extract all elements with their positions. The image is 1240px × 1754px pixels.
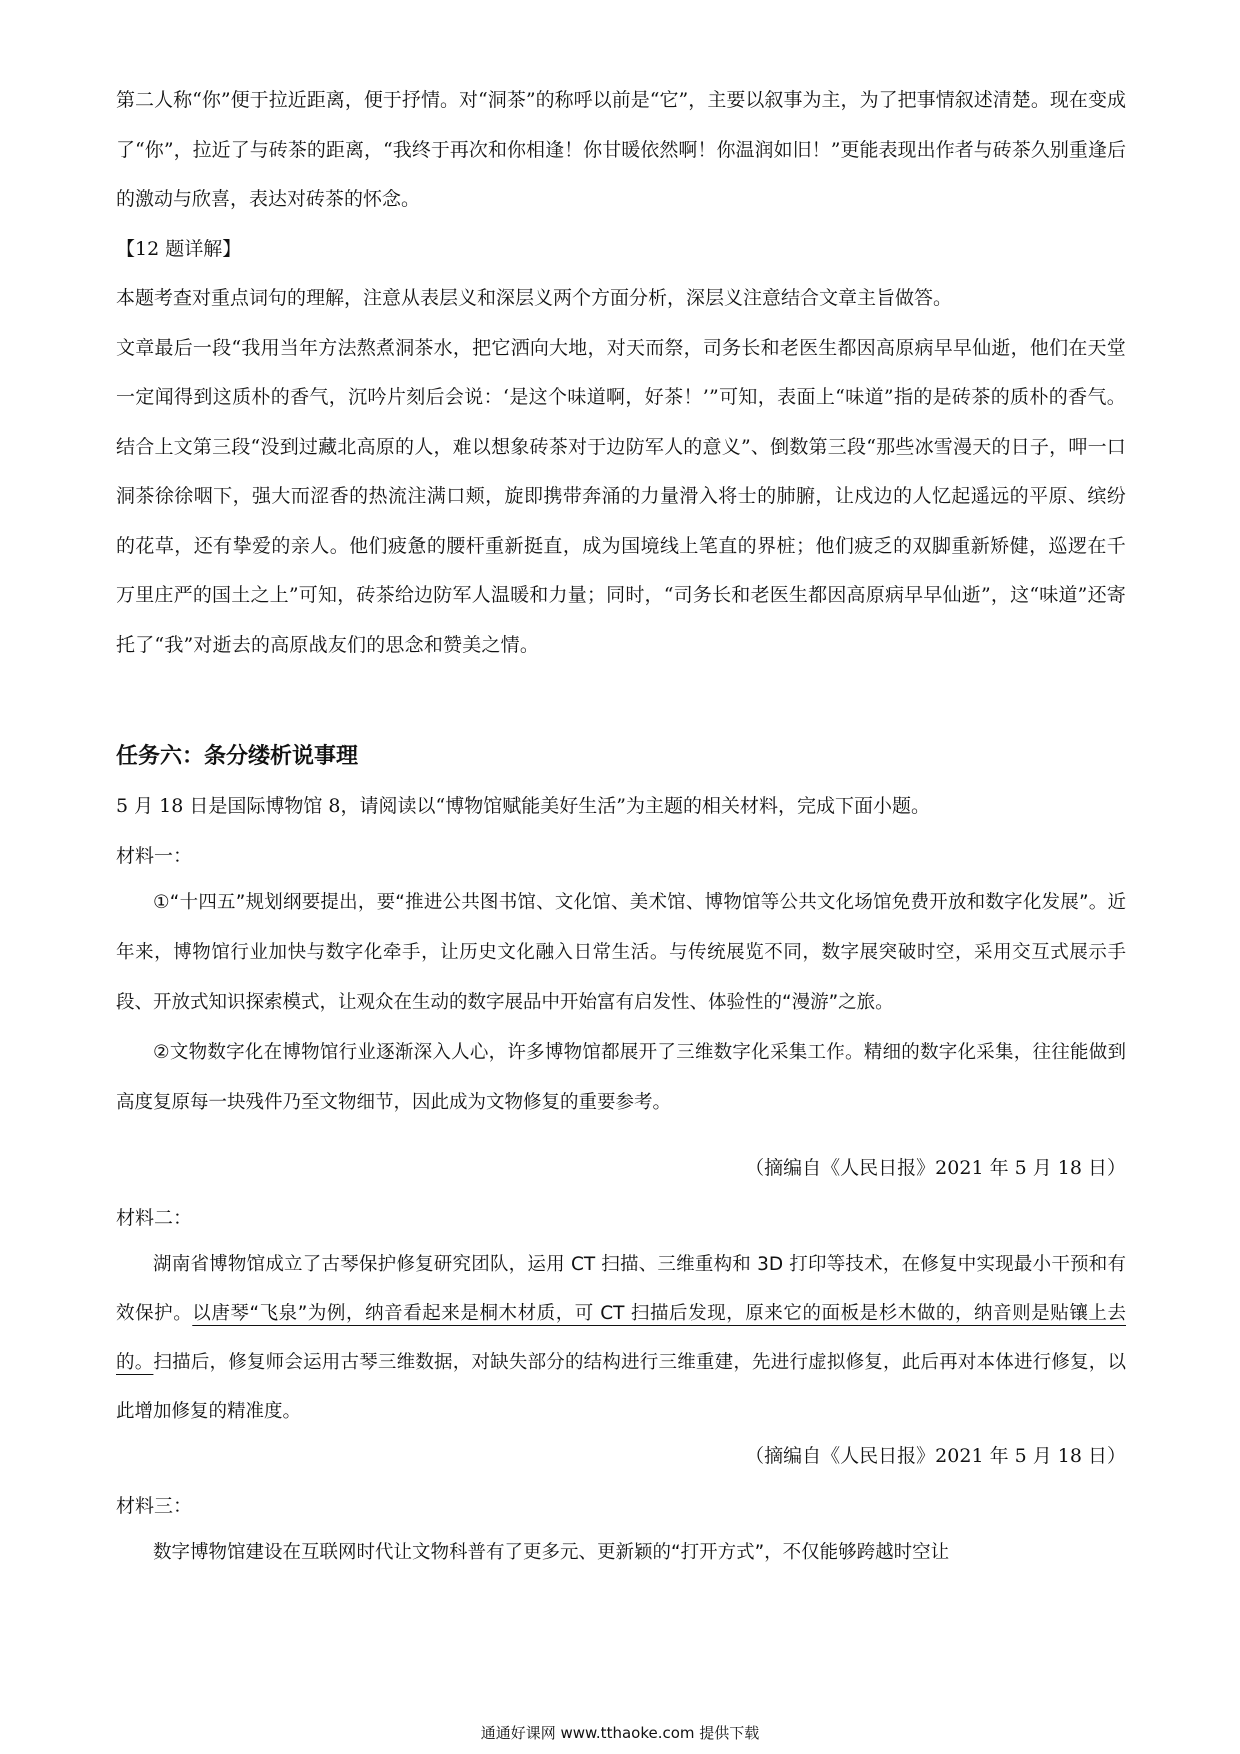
material-1-body	[116, 878, 1126, 1128]
analysis-paragraph: 文章最后一段“我用当年方法熬煮洞茶水，把它洒向大地，对天而祭，司务长和老医生都因高原病早早仙逝，他们在天堂一定闻得到这质朴的香气，沉吟片刻后会说：‘是这个味道啊，好茶！’”可知，表面上“味道”指的是砖茶的质朴的香气。结合上文第三段“没到过藏北高原的人，难以想象砖茶对于边防军人的意义”、倒数第三段“那些冰雪漫天的日子，呷一口洞茶徐徐咽下，强大而涩香的热流注满口颊，旋即携带奔涌的力量滑入将士的肺腑，让戍边的人忆起遥远的平原、缤纷的花草，还有挚爱的亲人。他们疲惫的腰杆重新挺直，成为国境线上笔直的界桩；他们疲乏的双脚重新矫健，巡逻在千万里庄严的国土之上”可知，砖茶给边防军人温暖和力量；同时，“司务长和老医生都因高原病早早仙逝”，这“味道”还寄托了“我”对逝去的高原战友们的思念和赞美之情。	[116, 336, 1126, 656]
answer-paragraph: 第二人称“你”便于拉近距离，便于抒情。对“洞茶”的称呼以前是“它”，主要以叙事为主，为了把事情叙述清楚。现在变成了“你”，拉近了与砖茶的距离，“我终于再次和你相逢！你甘暖依然啊！你温润如旧！”更能表现出作者与砖茶久别重逢后的激动与欣喜，表达对砖茶的怀念。	[116, 89, 1126, 210]
material-3-paragraph: 数字博物馆建设在互联网时代让文物科普有了更多元、更新颖的“打开方式”，不仅能够跨越时空让	[153, 1542, 950, 1563]
task-intro-block	[116, 782, 1126, 881]
material-2-source: （摘编自《人民日报》2021 年 5 月 18 日）	[745, 1445, 1126, 1467]
question-12-title: 【12 题详解】	[116, 237, 242, 260]
material-1-paragraph-1: ①“十四五”规划纲要提出，要“推进公共图书馆、文化馆、美术馆、博物馆等公共文化场馆免费开放和数字化发展”。近年来，博物馆行业加快与数字化牵手，让历史文化融入日常生活。与传统展览不同，数字展突破时空，采用交互式展示手段、开放式知识探索模式，让观众在生动的数字展品中开始富有启发性、体验性的“漫游”之旅。	[116, 892, 1126, 1013]
material-2-body	[116, 1240, 1126, 1436]
explanation-paragraph: 本题考查对重点词句的理解，注意从表层义和深层义两个方面分析，深层义注意结合文章主旨做答。	[116, 287, 953, 309]
material-3-body	[116, 1528, 1126, 1578]
section-heading: 任务六：条分缕析说事理	[116, 743, 359, 769]
page-footer: 通通好课网 www.tthaoke.com 提供下载	[480, 1724, 760, 1742]
material-1-paragraph-2: ②文物数字化在博物馆行业逐渐深入人心，许多博物馆都展开了三维数字化采集工作。精细的数字化采集，往往能做到高度复原每一块残件乃至文物细节，因此成为文物修复的重要参考。	[116, 1042, 1126, 1113]
material-2-text-end: 扫描后，修复师会运用古琴三维数据，对缺失部分的结构进行三维重建，先进行虚拟修复，此后再对本体进行修复，以此增加修复的精准度。	[116, 1352, 1126, 1422]
material-2-label: 材料二：	[116, 1206, 193, 1229]
answer-block	[116, 76, 1126, 670]
material-1-label: 材料一：	[116, 844, 193, 867]
material-2-source-block	[116, 1432, 1126, 1531]
material-2-text-start: 湖南省博物馆成立了古琴保护修复研究团队，运用 CT 扫描、三维重构和 3D 打印等技术，在修复中实现最小干预和有效保护。	[116, 1254, 1126, 1324]
task-intro: 5 月 18 日是国际博物馆 8，请阅读以“博物馆赋能美好生活”为主题的相关材料，完成下面小题。	[116, 795, 930, 817]
material-2-paragraph	[116, 1240, 1126, 1436]
material-3-label: 材料三：	[116, 1494, 193, 1517]
underlined-sentence: 以唐琴“飞泉”为例，纳音看起来是桐木材质，可 CT 扫描后发现，原来它的面板是杉木做的，纳音则是贴镶上去的。	[116, 1303, 1126, 1373]
material-1-source: （摘编自《人民日报》2021 年 5 月 18 日）	[745, 1157, 1126, 1179]
material-1-source-block	[116, 1144, 1126, 1243]
